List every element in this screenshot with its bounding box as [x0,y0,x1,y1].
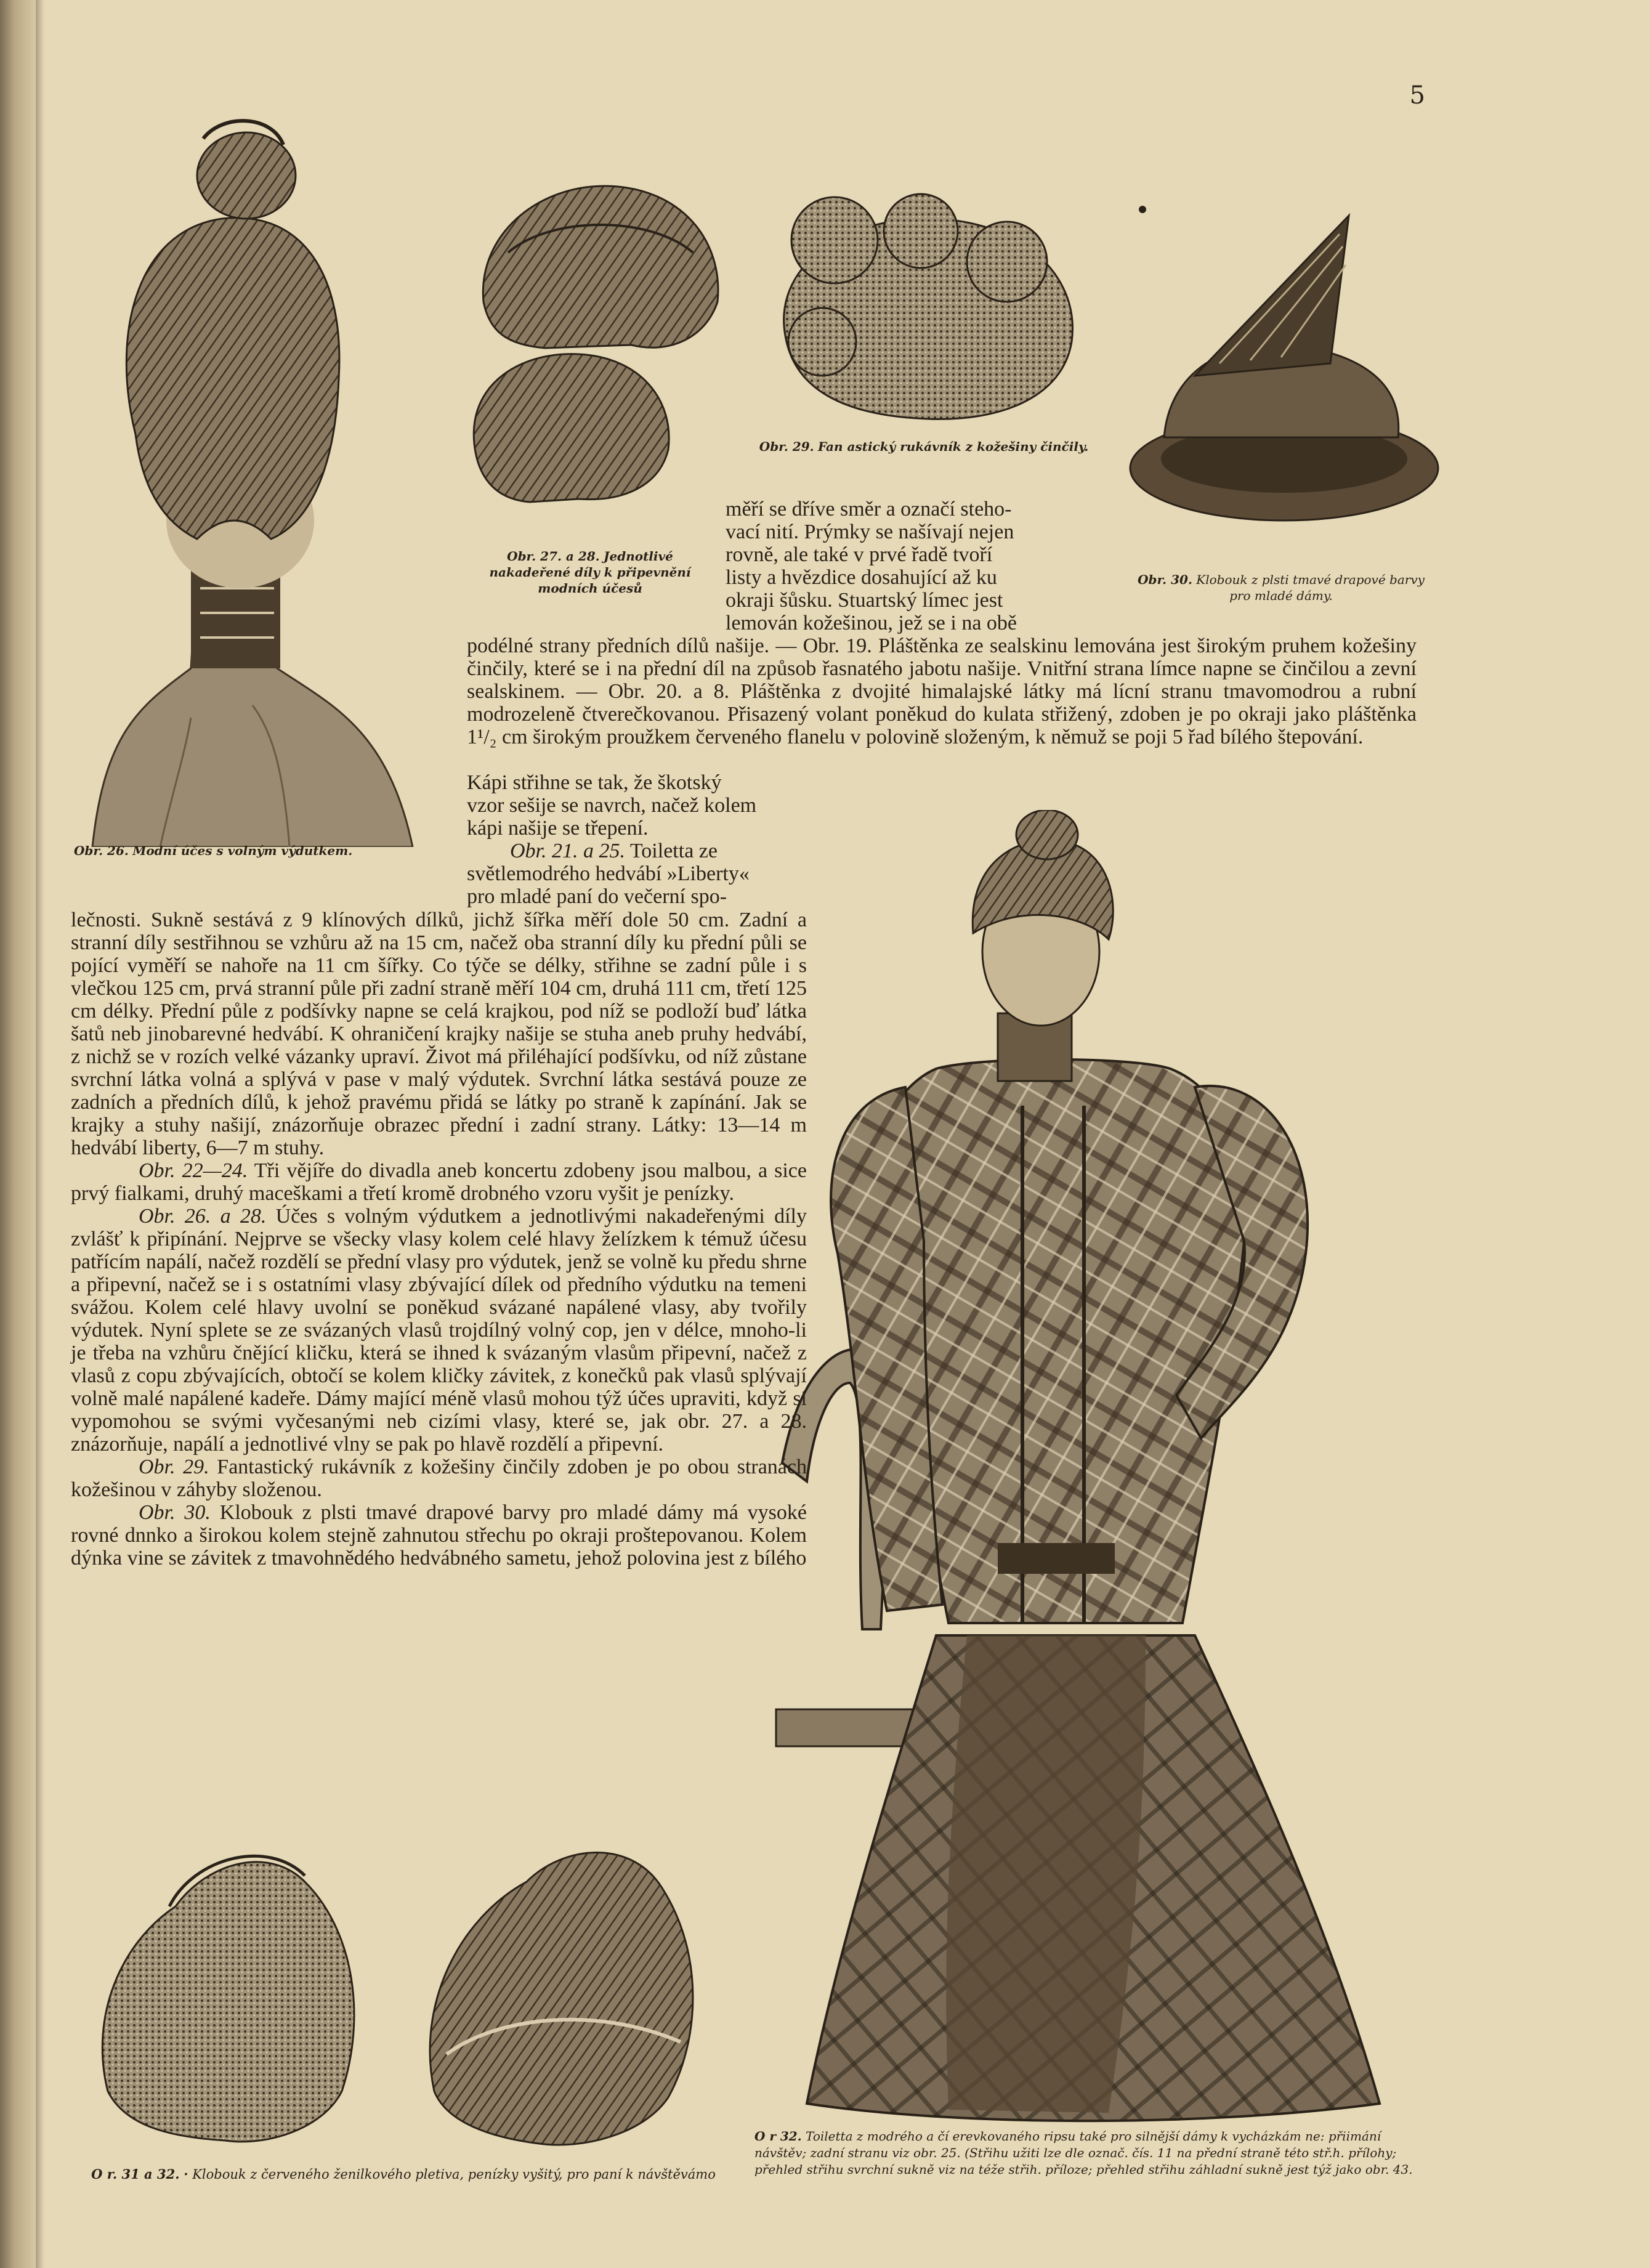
figure-29-muff-illustration [767,182,1087,425]
figure-29-caption: Obr. 29. Fan astický rukávník z kožešiny činčily. [759,439,1089,454]
page-binding-edge [0,0,36,2268]
figure-32-toilette-illustration [764,810,1410,2128]
figure-26-hairstyle-illustration [68,114,425,847]
page-gutter-shadow [36,0,44,2268]
figure-30-hat-illustration [1127,203,1441,524]
text-block-d: Obr. 21. a 25. Toiletta ze světlemodrého hedvábí »Liberty« pro mladé paní do večerní spo- [467,840,750,908]
figure-26-caption: Obr. 26. Modní účes s volným výdutkem. [74,843,353,858]
text-block-b: podélné strany předních dílů našije. — Obr. 19. Pláštěnka ze sealskinu lemována jest širokým pruhem kožešiny činčily, které se i na přední díl na způsob řasnatého jabotu našije. Vnitřní strana límce napne se činčilou a zevní sealskinem. — Obr. 20. a 8. Pláštěnka z dvojité himalajské látky má lícní stranu tmavomodrou a rubní modrozeleně čtverečkovanou. Přisazený volant poněkud do kulata střižený, zdoben je po okraji jako pláštěnka 1¹/₂ cm širokým proužkem červeného flanelu v polovině složeným, k němuž se poji 5 řad bílého štepování. [467,634,1417,748]
text-block-main: lečnosti. Sukně sestává z 9 klínových dílků, jichž šířka měří dole 50 cm. Zadní a stranní díly sestřihnou se vzhůru až na 15 cm, načež oba stranní díly ku přední půli se pojící vyměří se nahoře na 11 cm šířky. Co týče se délky, střihne se zadní půle i s vlečkou 125 cm, prvá stranní půle při zadní straně měří 104 cm, druhá 111 cm, třetí 125 cm délky. Přední půle z podšívky napne se celá krajkou, pod níž se podloží buď látka šatů neb jinobarevné hedvábí. K ohraničení krajky našije se stuha aneb pruhy hedvábí, z nichž se v rozích velké vázanky upraví. Život má přiléhající podšívku, od níž zůstane svrchní látka volná a splývá v pase v malý výdutek. Svrchní látka sestává pouze ze zadních a předních dílů, k jehož pravému přidá se látky po straně k zapínání. Jak se krajky a stuhy našijí, znázorňuje obrazec přední i zadní strany. Látky: 13—14 m hedvábí liberty, 6—7 m stuhy. Obr. 22—24. Tři vějíře do divadla aneb koncertu zdobeny jsou malbou, a sice prvý fialkami, druhý maceškami a třetí kromě drobného vzoru vyšit je penízky. Obr. 26. a 28. Účes s volným výdutkem a jednotlivými nakadeřenými díly zvlášť k připínání. Nejprve se všecky vlasy kolem celé hlavy želízkem k témuž účesu patřícím napálí, načež rozdělí se přední vlasy pro výdutek, jenž se volně ku předu shrne a připevní, načež se i s ostatními vlasy zbývající dílek od předního výdutku na temeni svážou. Kolem celé hlavy uvolní se poněkud svázané napálené vlasy, aby tvořily výdutek. Nyní splete se ze svázaných vlasů trojdílný volný cop, jen v délce, mnoho-li je třeba na vzhůru čnějící kličku, která se ihned k svázaným vlasům připevní, načež z vlasů z copu zbývajících, obtočí se kolem kličky závitek, z konečků pak vlasů splývají volně malé napálené kadeře. Dámy mající méně vlasů mohou týž účes upraviti, když si vypomohou se svými vyčesanými neb cizími vlasy, které se, jak obr. 27. a 28. znázorňuje, napálí a jednotlivé vlny se pak po hlavě rozdělí a připevní. Obr. 29. Fantastický rukávník z kožešiny činčily zdoben je po obou stranách kožešinou v záhyby složenou. Obr. 30. Klobouk z plsti tmavé drapové barvy pro mladé dámy má vysoké rovné dnnko a širokou kolem stejně zahnutou střechu po okraji proštepovanou. Kolem dýnka vine se závitek z tmavohnědého hedvábného sametu, jehož polovina jest z bílého [71,909,807,1569]
figure-32-caption: O r 32. Toiletta z modrého a čí erevkovaného ripsu také pro silnější dámy k vycházkám ne: přiimání návštěv; zadní stranu viz obr. 25. (Střihu užiti lze dle označ. čís. 11 na přední straně této stř.h. přílohy; přehled střihu svrchní sukně viz na téže střih. příloze; přehled střihu záhladní sukně jest týž jako obr. 43. [754,2129,1413,2177]
figure-27-hairpiece-illustration [471,179,730,360]
figure-27-28-caption: Obr. 27. a 28. Jednotlivé nakadeřené díly k připevnění modních účesů [489,549,691,596]
figure-30-caption: Obr. 30. Klobouk z plsti tmavé drapové barvy pro mladé dámy. [1138,572,1425,603]
page-number: 5 [1409,81,1425,110]
figure-28-hairpiece-illustration [462,345,681,508]
figure-31-32-caption: O r. 31 a 32. · Klobouk z červeného ženilkového pletiva, penízky vyšitý, pro paní k návštěvámo [91,2166,716,2182]
figure-32-hat-illustration [410,1820,711,2153]
figure-31-hat-illustration [83,1833,373,2150]
text-block-c: Kápi střihne se tak, že škotský vzor sešije se navrch, načež kolem kápi našije se třepení. [467,771,757,840]
text-block-a: měří se dříve směr a označí steho- vací nití. Prýmky se našívají nejen rovně, ale také v prvé řadě tvoří listy a hvězdice dosahující až ku okraji šůsku. Stuartský límec jest lemován kožešinou, jež se i na obě [726,498,1017,634]
